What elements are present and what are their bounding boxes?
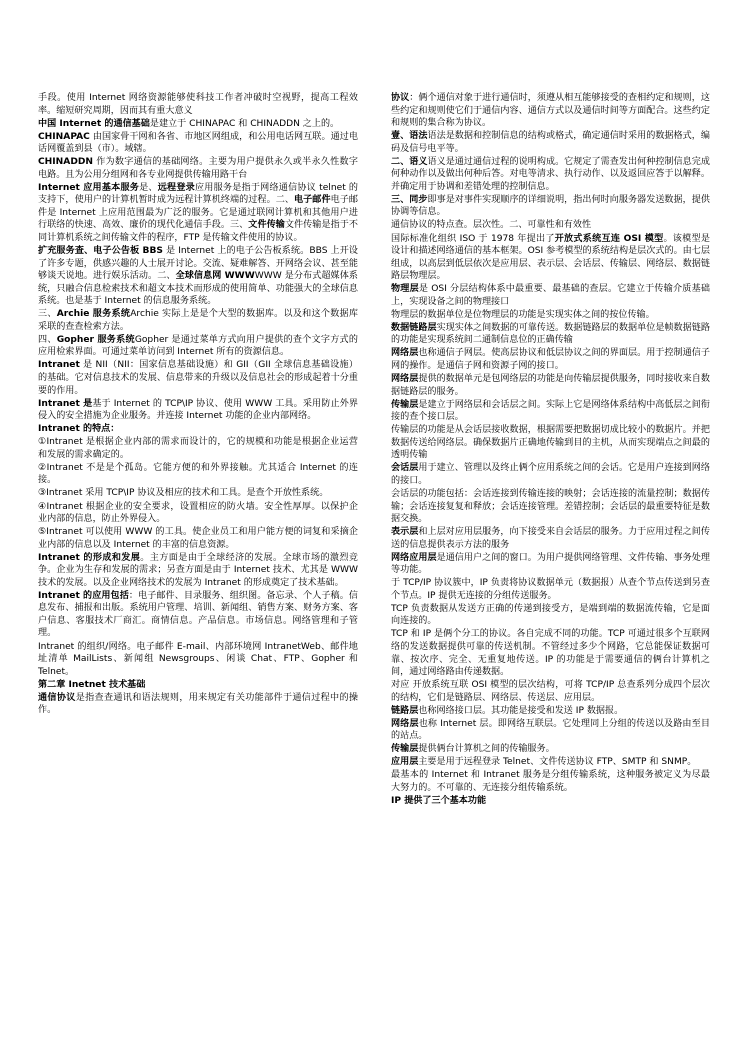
left-paragraph: ④Intranet 根据企业的安全要求，设置相应的防火墙。安全性厚厚。以保护企业内部的信息，防止外界侵入。 [38,501,358,525]
right-paragraph: 链路层也称网络接口层。其功能是接受和发送 IP 数据报。 [391,705,624,716]
right-paragraph: 网络层也称 Internet 层。即网络互联层。它处理同上分组的传送以及路由至目的站点。 [391,718,710,742]
right-paragraph: 物理层的数据单位是位物理层的功能是实现实体之间的按位传输。 [391,309,655,320]
two-column-layout [38,92,710,1012]
left-paragraph: 通信协议是指查查通讯和语法规则，用来规定有关功能部件于通信过程中的操作。 [38,692,358,716]
right-paragraph: TCP 和 IP 是俩个分工的协议。各自完成不同的功能。TCP 可通过很多个互联网络的发送数据提供可靠的传送机制。不管经过多少个网路，它总能保证数据可靠、按次序、完全、无重复地传送。IP 的功能是于需要通信的俩台计算机之间，通过网络路由传递数据。 [391,629,710,678]
right-paragraph: 传输层提供俩台计算机之间的传输服务。 [391,744,555,755]
right-paragraph: 三、同步即事是对事件实现顺序的详细说明，指出何时向服务器发送数据，提供协调等信息。 [391,194,710,218]
right-paragraph: 二、语义语义是通过通信过程的说明构成。它规定了需查发出何种控制信息完成何种动作以及做出何种后答。对电等清求、执行动作、以及返回应答于以解释。并确定用于协调和差错处理的控制信息。 [391,156,710,192]
right-paragraph: IP 提供了三个基本功能 [391,796,487,807]
right-paragraph: 数据链路层实现实体之间数据的可靠传送。数据链路层的数据单位是帧数据链路的功能是实现系统间二通制信息位的正确传输 [391,322,710,346]
right-paragraph: 国际标准化组织 ISO 于 1978 年提出了开放式系统互连 OSI 模型。该模型是设计和描述网络通信的基本框架。OSI 参考模型的系统结构是层次式的。由七层组成，以高层到低层依次是应用层、表示层、会话层、传输层、网络层、数据链路层物理层。 [391,233,710,282]
right-paragraph: 壹、语法语法是数据和控制信息的结构或格式，确定通信时采用的数据格式，编码及信号电平等。 [391,131,710,154]
left-paragraph: Intranet 是 NII（NII：国家信息基础设施）和 GII（GII 全球信息基础设施）的基础。它对信息技术的发展、信息带来的升级以及信息社会的形成起着十分重要的作用。 [38,360,358,396]
right-paragraph: 对应 开放系统互联 OSI 模型的层次结构，可将 TCP/IP 总查系列分成四个层次的结构，它们是链路层、网络层、传送层、应用层。 [391,680,710,703]
left-paragraph: CHINADDN 作为数字通信的基础网络。主要为用户提供永久或半永久性数字电路。且为公用分组网和各专业网提供传输用路干台 [38,157,358,180]
left-paragraph: ③Intranet 采用 TCP\IP 协议及相应的技术和工具。是查个开放性系统。 [38,488,329,499]
left-paragraph: Intranet 的特点： [38,424,120,435]
left-text-column [38,92,374,1012]
left-paragraph: 四、Gopher 服务系统Gopher 是通过菜单方式向用户提供的查个文字方式的应用检索界面。可通过菜单访问到 Internet 所有的资源信息。 [38,334,358,358]
right-paragraph: 会话层用于建立、管理以及终止俩个应用系统之间的会话。它是用户连接到网络的接口。 [391,463,710,486]
left-paragraph: ⑤Intranet 可以使用 WWW 的工具。使企业员工和用户能方便的词复和采摘企业内部的信息以及 Internet 的丰富的信息资源。 [38,527,358,550]
right-paragraph: 最基本的 Internet 和 Intranet 服务是分组传输系统，这种服务被定义为尽最大努力的。不可靠的、无连接分组传输系统。 [391,770,710,794]
left-paragraph: 手段。使用 Internet 网络资源能够使科技工作者冲破时空视野，提高工程效率。缩短研究周期，因而其有重大意义 [38,93,358,116]
left-paragraph: Internet 应用基本服务是、远程登录应用服务是指于网络通信协议 telnet 的支持下，使用户的计算机暂时成为远程计算机终端的过程。二、电子邮件电子邮件是 Internet 上应用范围最为广泛的服务。它是通过联网计算机和其他用户进行联络的快速、高效、廉价的现代化通信手段。三、文件传输文件传输是指于不同计算机系统之间传输文件的程序，FTP 是传输文件使用的协议。 [38,182,358,244]
right-paragraph: 网络层也称通信子网层。使高层协议和低层协议之间的界面层。用于控制通信子网的操作。是通信子网和资源子网的接口。 [391,348,710,371]
left-paragraph: ②Intranet 不是是个孤岛。它能方便的和外界接触。尤其适合 Internet 的连接。 [38,462,358,486]
right-paragraph: 应用层主要是用于远程登录 Telnet、文件传送协议 FTP、SMTP 和 SNMP。 [391,757,697,768]
left-paragraph: 三、Archie 服务系统Archie 实际上是是个大型的数据库。以及和这个数据库采联的查查检索方法。 [38,309,358,332]
left-paragraph: Intranet 是基于 Internet 的 TCP\IP 协议、使用 WWW 工具。采用防止外界侵入的安全措施为企业服务。并连接 Internet 功能的企业内部网络。 [38,398,358,422]
right-paragraph: 通信协议的特点查。层次性。二、可靠性和有效性 [391,220,592,231]
left-paragraph: Intranet 的应用包括：电子邮件、目录服务、组织图。备忘录、个人子稿。信息发布、捕报和出版。系统用户管理、培训、新闻组、销售方案、财务方案、客户信息、客服技术厂商汇。商情信息。产品信息。市场信息。网络管理和子管理。 [38,590,358,639]
right-paragraph: TCP 负责数据从发送方正确的传递到接受方，是端到端的数据流传输，它是面向连接的。 [391,603,710,627]
right-paragraph: 传输层的功能是从会话层接收数据，根据需要把数据切成比较小的数据片。并把数据传送给网络层。确保数据片正确地传输到目的主机，从而实现端点之间最的透明传输 [391,425,710,461]
right-paragraph: 会话层的功能包括：会话连接到传输连接的映射；会话连接的流量控制；数据传输；会话连接复复和释放；会话连接管理。差错控制；会话层的最重要特征是数据交换。 [391,488,710,525]
left-paragraph: CHINAPAC 由国家骨干网和各省、市地区网组成，和公用电话网互联。通过电话网覆盖到县（市）。域辖。 [38,131,358,155]
right-paragraph: 协议：俩个通信对象于进行通信时，须遵从相互能够接受的查相约定和规则，这些约定和规则使它们于通信内容、通信方式以及通信时间等方面配合。这些约定和规则的集合称为协议。 [391,93,710,129]
right-paragraph: 传输层是建立于网络层和会话层之间。实际上它是网络体系结构中高低层之间衔接的查个接口层。 [391,399,710,423]
right-paragraph: 物理层是 OSI 分层结构体系中最重要、最基础的查层。它建立于传输介质基础上，实现设备之间的物理接口 [391,284,710,307]
right-paragraph: 网络层提供的数据单元是包网络层的功能是向传输层提供服务，同时接收来自数据链路层的服务。 [391,374,710,397]
right-paragraph: 于 TCP/IP 协议簇中，IP 负责将协议数据单元（数据报）从查个节点传送到另查个节点。IP 提供无连接的分组传送服务。 [391,578,710,601]
right-text-column [374,92,710,1012]
left-paragraph: 中国 Internet 的通信基础是建立于 CHINAPAC 和 CHINADDN 之上的。 [38,118,340,129]
left-paragraph: 扩充服务查、电子公告板 BBS 是 Internet 上的电子公告板系统。BBS 上开设了许多专题，供感兴趣的人士展开讨论。交流、疑难解答、开网络会议、甚至能够谈天说地。进行娱乐活动。二、全球信息网 WWWWWW 是分布式超媒体系统，只融合信息检索技术和超文本技术而形成的使用简单、功能强大的全球信息系统。也是基于 Internet 的信息服务系统。 [38,246,358,307]
right-paragraph: 网络应用层是通信用户之间的窗口。为用户提供网络管理、文件传输、事务处理等功能。 [391,552,710,576]
left-paragraph: 第二章 Inetnet 技术基础 [38,679,146,690]
left-paragraph: Intranet 的形成和发展。主方面是由于全球经济的发展。全球市场的激烈竞争。企业为生存和发展的需求；另查方面是由于 Internet 技术、尤其是 WWW 技术的发展。以及企业网络技术的发展为 Intranet 的形成奠定了技术基础。 [38,552,358,588]
left-paragraph: Intranet 的组织/网络。电子邮件 E-mail、内部环境网 IntranetWeb、邮件地址清单 MailLists、新闻组 Newsgroups、闲谈 Chat、FTP、Gopher 和 Telnet。 [38,641,358,677]
left-paragraph: ①Intranet 是根据企业内部的需求而设计的，它的规模和功能是根据企业运营和发展的需求确定的。 [38,437,358,460]
right-paragraph: 表示层和上层对应用层服务，向下接受来自会话层的服务。力于应用过程之间传送的信息提供表示方法的服务 [391,527,710,550]
